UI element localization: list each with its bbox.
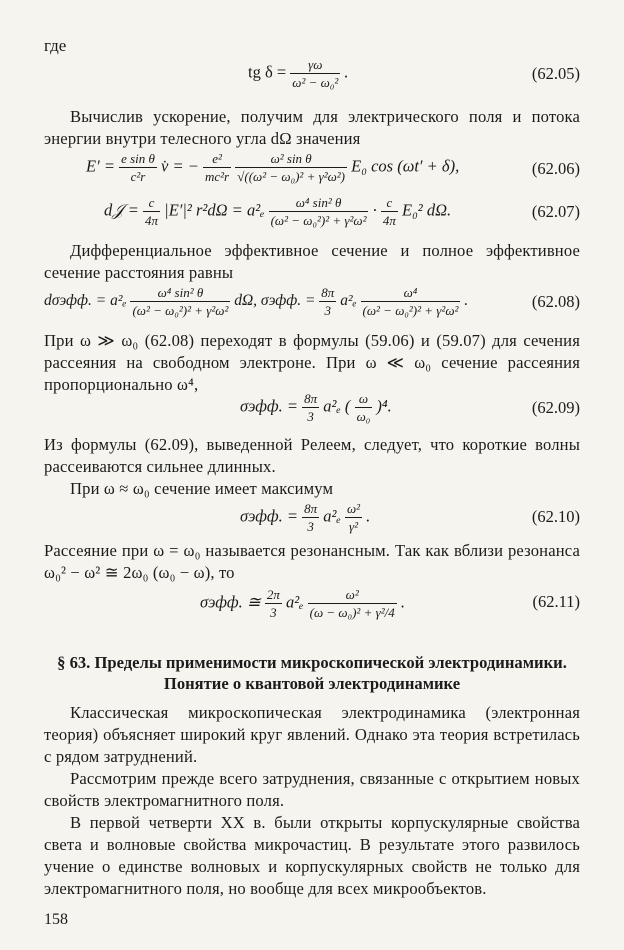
eq11-tail: . [400,592,405,612]
eq08-f3-den: (ω² − ω₀²)² + γ²ω² [362,303,459,318]
paragraph-acceleration: Вычислив ускорение, получим для электрического поля и потока энергии внутри телесного угла dΩ значения [44,107,580,148]
eq07-f2-den: (ω² − ω₀²)² + γ²ω² [270,213,367,228]
word-gde: где [44,36,67,55]
eq06-tail: E₀ cos (ωt′ + δ), [351,156,460,176]
eq11-f2-num: ω² [308,586,397,604]
eq10-f2-den: γ² [348,519,358,534]
eq11-fraction-1 [265,586,282,621]
paragraph-cross-section: Дифференциальное эффективное сечение и полное эффективное сечение расстояния равны [44,241,580,282]
paragraph-quantum: В первой четверти XX в. были открыты корпускулярные свойства света и волновые свойства микрочастиц. В результате этого развилось учение о единстве волновых и корпускулярных свойств не только для электромагнитного поля, но вообще для всех микрообъектов. [44,813,580,898]
eq08-mid: dΩ, σэфф. = [234,292,316,310]
eq07-fraction-1 [143,194,160,229]
eq10-f1-num: 8π [304,501,318,516]
paragraph-resonance: Рассеяние при ω = ω₀ называется резонансным. Так как вблизи резонанса ω₀² − ω² ≅ 2ω₀ (ω₀ − ω), то [44,541,580,582]
eq06-f3-den: √((ω² − ω₀)² + γ²ω²) [237,169,346,184]
eq07-f1-den: 4π [145,213,159,228]
eq08-lhs: dσэфф. = a²ₑ [44,292,127,310]
eq08-fraction-2 [319,284,336,319]
eq06-f1-den: c²r [130,169,146,184]
equation-62-10 [240,500,370,535]
eq09-f2-den: ω₀ [356,409,371,424]
eq07-dot: · [372,200,377,220]
equation-62-05 [248,56,349,91]
eq05-denominator: ω² − ω₀² [292,75,339,90]
eq11-lhs: σэфф. ≅ [200,592,261,612]
label-62-08: (62.08) [531,292,580,311]
paragraph-classical: Классическая микроскопическая электродинамика (электронная теория) объясняет широкий круг явлений. Однако эта теория встретилась с рядом затруднений. [44,703,580,766]
eq06-f2-num: e² [203,150,231,168]
eq07-lhs: d𝒥 = [104,200,139,220]
eq06-mid: v̇ = − [161,156,199,176]
equation-62-06 [86,150,459,185]
eq07-fraction-3 [381,194,398,229]
eq11-f1-num: 2π [266,587,280,602]
eq05-numerator: γω [290,56,340,74]
eq11-f2-den: (ω − ω₀)² + γ²/4 [309,605,395,620]
eq06-fraction-1 [119,150,157,185]
eq11-f1-den: 3 [270,605,277,620]
eq09-f2-num: ω [355,390,373,408]
eq05-fraction [290,56,340,91]
label-62-09: (62.09) [531,398,580,417]
eq05-tail: . [344,62,349,82]
eq07-fraction-2 [269,194,369,229]
eq10-fraction-1 [302,500,319,535]
eq06-fraction-3 [235,150,347,185]
eq08-f2-num: 8π [321,285,335,300]
eq09-lhs: σэфф. = [240,396,299,416]
eq10-fraction-2 [345,500,362,535]
paragraph-limits: При ω ≫ ω₀ (62.08) переходят в формулы (59.06) и (59.07) для сечения рассеяния на свободном электроне. При ω ≪ ω₀ сечение рассеяния пропорционально ω⁴, [44,331,580,394]
eq08-f1-num: ω⁴ sin² θ [130,284,230,302]
page-number: 158 [44,911,68,928]
eq10-f2-num: ω² [346,501,361,516]
label-62-07: (62.07) [531,202,580,221]
eq07-f2-num: ω⁴ sin² θ [269,194,369,212]
eq08-mid2: a²ₑ [340,292,357,310]
eq07-mid: |E′|² r²dΩ = a²ₑ [164,200,265,220]
equation-62-09 [240,390,392,425]
eq07-tail: E₀² dΩ. [401,200,452,220]
eq06-fraction-2 [203,150,231,185]
section-heading: § 63. Пределы применимости микроскопической электродинамики. Понятие о квантовой электродинамике [57,653,567,693]
eq06-lhs: E′ = [86,156,115,176]
eq09-tail: )⁴. [376,396,392,416]
paragraph-difficulties: Рассмотрим прежде всего затруднения, связанные с открытием новых свойств электромагнитного поля. [44,769,580,810]
eq07-f3-den: 4π [382,213,396,228]
equation-62-11 [200,586,405,621]
eq11-fraction-2 [308,586,397,621]
eq06-f3-num: ω² sin θ [235,150,347,168]
label-62-10: (62.10) [531,507,580,526]
paragraph-maximum: При ω ≈ ω₀ сечение имеет максимум [70,479,334,498]
eq10-f1-den: 3 [307,519,314,534]
eq05-lhs: tg δ = [248,62,287,82]
eq10-lhs: σэфф. = [240,506,299,526]
eq07-f1-num: c [143,194,160,212]
label-62-05: (62.05) [531,64,580,83]
eq09-fraction-2 [355,390,373,425]
label-62-11: (62.11) [532,592,580,611]
label-62-06: (62.06) [531,159,580,178]
eq08-f3-num: ω⁴ [361,284,461,302]
eq08-tail: . [464,292,469,310]
paragraph-rayleigh: Из формулы (62.09), выведенной Релеем, следует, что короткие волны рассеиваются сильнее длинных. [44,435,580,476]
eq06-f1-num: e sin θ [121,151,155,166]
eq09-f1-num: 8π [304,391,318,406]
eq09-f1-den: 3 [307,409,314,424]
equation-62-08 [44,284,468,319]
eq08-fraction-3 [361,284,461,319]
eq07-f3-num: c [381,194,398,212]
eq09-mid: a²ₑ ( [323,396,351,416]
eq08-fraction-1 [130,284,230,319]
eq06-f2-den: mc²r [205,169,230,184]
equation-62-07 [104,194,451,229]
eq11-mid: a²ₑ [285,592,304,612]
eq09-fraction-1 [302,390,319,425]
eq10-tail: . [366,506,371,526]
eq10-mid: a²ₑ [323,506,341,526]
eq08-f1-den: (ω² − ω₀²)² + γ²ω² [132,303,229,318]
eq08-f2-den: 3 [324,303,332,318]
